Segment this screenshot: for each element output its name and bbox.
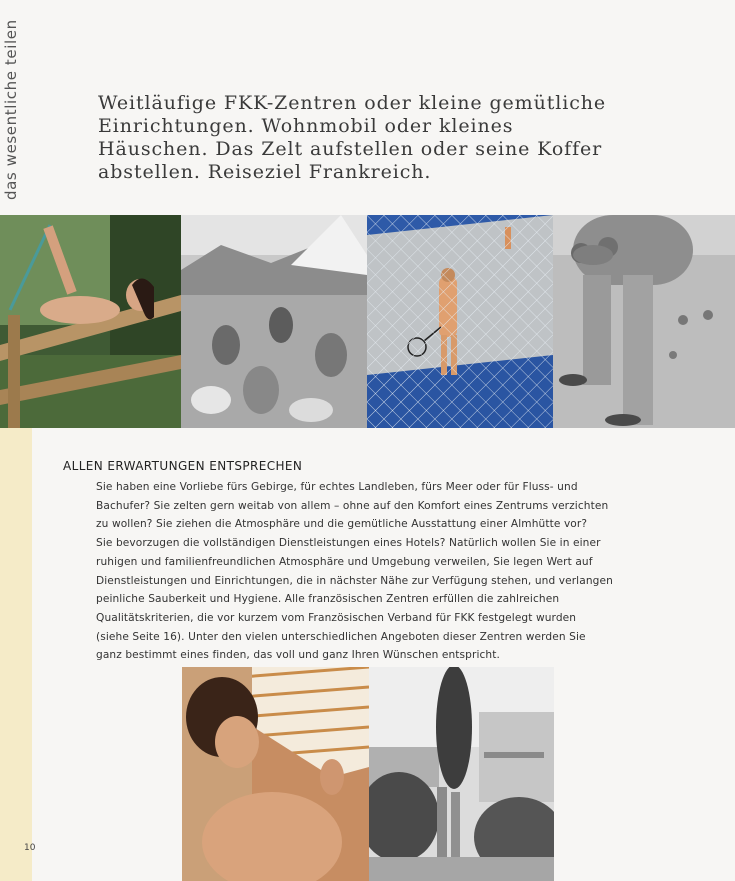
side-tab-label: das wesentliche teilen [2,19,20,200]
photo-petanque [553,215,735,428]
body-line: Sie bevorzugen die vollständigen Dienstleistungen eines Hotels? Natürlich wollen Sie in einer [96,537,601,550]
page-number: 10 [24,843,36,853]
article-body [96,478,696,665]
headline-line: Weitläufige FKK-Zentren oder kleine gemütliche [98,92,607,114]
body-line: zu wollen? Sie ziehen die Atmosphäre und die gemütliche Ausstattung einer Almhütte vor? [96,518,588,531]
body-line: ruhigen und familienfreundlichen Atmosphäre und Umgebung verweilen, Sie legen Wert auf [96,555,593,568]
headline-line: Einrichtungen. Wohnmobil oder kleines [98,115,514,137]
section-heading: ALLEN ERWARTUNGEN ENTSPRECHEN [63,459,303,473]
headline-line: Häuschen. Das Zelt aufstellen oder seine Koffer [98,138,603,160]
body-line: peinliche Sauberkeit und Hygiene. Alle französischen Zentren erfüllen die zahlreichen [96,593,560,606]
photo-terrace-cafe [181,215,367,428]
body-line: Bachufer? Sie zelten gern weitab von allem – ohne auf den Komfort eines Zentrums verzichten [96,499,609,512]
body-line: (siehe Seite 16). Unter den vielen unterschiedlichen Angeboten dieser Zentren werden Sie [96,630,586,643]
body-line: Dienstleistungen und Einrichtungen, die in nächster Nähe zur Verfügung stehen, und verlangen [96,574,613,587]
side-tab [0,0,32,215]
photo-climbing-frame [0,215,181,428]
body-line: Qualitätskriterien, die vor kurzem vom Französischen Verband für FKK festgelegt wurden [96,611,577,624]
headline [98,92,708,184]
body-line: Sie haben eine Vorliebe fürs Gebirge, für echtes Landleben, fürs Meer oder für Fluss- und [96,481,578,493]
headline-line: abstellen. Reiseziel Frankreich. [98,161,432,183]
body-line: ganz bestimmt eines finden, das voll und ganz Ihren Wünschen entspricht. [96,649,500,662]
photo-window-blinds [182,667,369,881]
photo-tennis-court [367,215,553,428]
photo-cypress-house [369,667,554,881]
